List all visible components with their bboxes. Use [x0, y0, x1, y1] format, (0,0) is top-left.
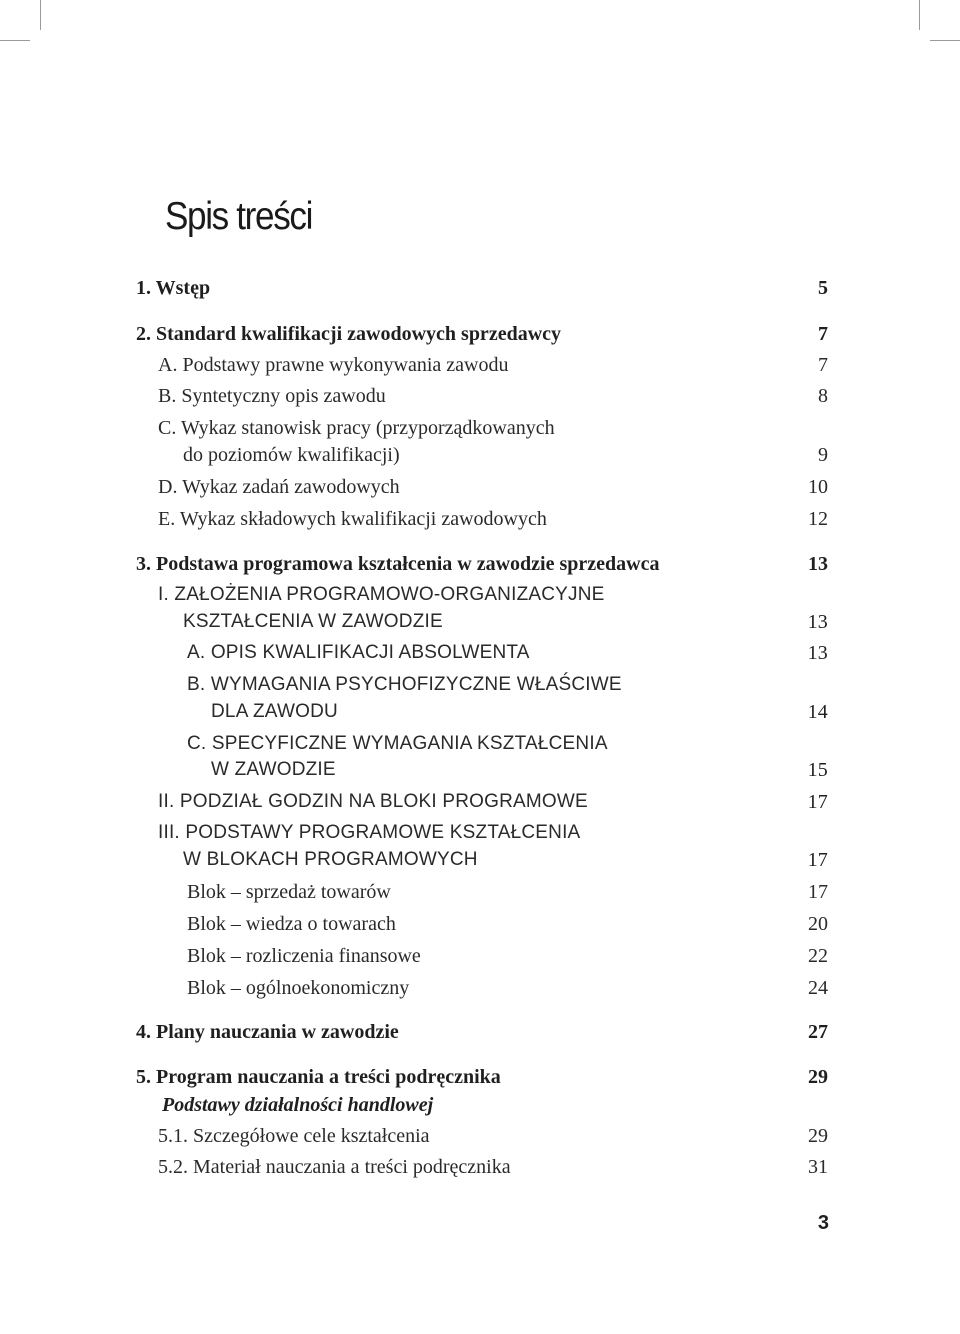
toc-entry-title: Blok – ogólnoekonomiczny: [187, 977, 410, 999]
toc-entry-page: 20: [808, 913, 828, 935]
toc-entry[interactable]: [0, 973, 960, 1003]
toc-entry-page: 29: [808, 1125, 828, 1147]
toc-entry[interactable]: [0, 472, 960, 502]
toc-entry-title: D. Wykaz zadań zawodowych: [158, 476, 400, 498]
toc-entry[interactable]: [0, 413, 960, 443]
toc-entry-page: 9: [818, 444, 828, 466]
crop-mark: [40, 0, 41, 30]
toc-entry-title: Blok – sprzedaż towarów: [187, 881, 391, 903]
toc-entry-title: DLA ZAWODU: [211, 701, 338, 722]
toc-entry-page: 31: [808, 1156, 828, 1178]
toc-entry[interactable]: [0, 941, 960, 971]
toc-entry-title: II. PODZIAŁ GODZIN NA BLOKI PROGRAMOWE: [158, 791, 588, 812]
toc-entry[interactable]: [0, 638, 960, 668]
toc-entry-page: 27: [808, 1021, 828, 1043]
toc-entry-title: 2. Standard kwalifikacji zawodowych sprzedawcy: [136, 323, 562, 345]
toc-entry-title: I. ZAŁOŻENIA PROGRAMOWO-ORGANIZACYJNE: [158, 584, 605, 605]
toc-entry-page: 29: [808, 1066, 828, 1088]
toc-entry-page: 8: [818, 385, 828, 407]
toc-entry-page: 17: [807, 849, 828, 871]
toc-entry-page: 22: [808, 945, 828, 967]
toc-entry[interactable]: [0, 787, 960, 817]
toc-entry-page: 13: [807, 642, 828, 664]
toc-entry[interactable]: [0, 909, 960, 939]
toc-entry-title: B. WYMAGANIA PSYCHOFIZYCZNE WŁAŚCIWE: [187, 674, 622, 695]
toc-entry[interactable]: [0, 877, 960, 907]
toc-entry[interactable]: [0, 1152, 960, 1182]
toc-entry-title: C. Wykaz stanowisk pracy (przyporządkowanych: [158, 417, 555, 439]
toc-entry-title: 1. Wstęp: [136, 277, 211, 299]
toc-entry[interactable]: [0, 549, 960, 579]
toc-entry[interactable]: [0, 607, 960, 637]
toc-entry[interactable]: [0, 1017, 960, 1047]
page-title: Spis treści: [165, 195, 313, 238]
toc-entry[interactable]: [0, 1090, 960, 1120]
toc-entry[interactable]: [0, 1121, 960, 1151]
toc-entry-page: 12: [808, 508, 828, 530]
toc-entry-title: Blok – rozliczenia finansowe: [187, 945, 421, 967]
toc-entry-page: 13: [808, 553, 828, 575]
crop-mark: [0, 40, 30, 41]
crop-mark: [930, 40, 960, 41]
toc-entry[interactable]: [0, 319, 960, 349]
toc-entry-title: 5.1. Szczegółowe cele kształcenia: [158, 1125, 430, 1147]
crop-mark: [919, 0, 920, 30]
toc-entry-title: Blok – wiedza o towarach: [187, 913, 396, 935]
toc-entry-page: 17: [807, 791, 828, 813]
toc-entry-page: 15: [807, 759, 828, 781]
toc-entry-title: 5. Program nauczania a treści podręcznika: [136, 1066, 501, 1088]
toc-entry[interactable]: [0, 504, 960, 534]
toc-entry-title: W BLOKACH PROGRAMOWYCH: [183, 849, 478, 870]
toc-entry[interactable]: [0, 818, 960, 848]
toc-entry[interactable]: [0, 697, 960, 727]
toc-entry[interactable]: [0, 273, 960, 303]
toc-entry-title: KSZTAŁCENIA W ZAWODZIE: [183, 611, 443, 632]
toc-entry-page: 10: [808, 476, 828, 498]
toc-entry-page: 7: [818, 354, 828, 376]
toc-entry-title: A. Podstawy prawne wykonywania zawodu: [158, 354, 509, 376]
toc-entry-title: 4. Plany nauczania w zawodzie: [136, 1021, 399, 1043]
toc-entry-title: III. PODSTAWY PROGRAMOWE KSZTAŁCENIA: [158, 822, 581, 843]
toc-entry-page: 24: [808, 977, 828, 999]
toc-entry[interactable]: [0, 670, 960, 700]
toc-entry[interactable]: [0, 440, 960, 470]
toc-entry-title: B. Syntetyczny opis zawodu: [158, 385, 386, 407]
toc-entry-title: do poziomów kwalifikacji): [183, 444, 400, 466]
toc-entry-page: 17: [808, 881, 828, 903]
page-number: 3: [817, 1212, 829, 1234]
toc-entry-page: 5: [818, 277, 828, 299]
toc-entry-title: 5.2. Materiał nauczania a treści podręcznika: [158, 1156, 511, 1178]
toc-entry[interactable]: [0, 1062, 960, 1092]
toc-entry[interactable]: [0, 350, 960, 380]
toc-entry-title: W ZAWODZIE: [211, 759, 336, 780]
toc-entry[interactable]: [0, 381, 960, 411]
toc-entry-title: E. Wykaz składowych kwalifikacji zawodowych: [158, 508, 547, 530]
toc-entry-title: 3. Podstawa programowa kształcenia w zawodzie sprzedawca: [136, 553, 660, 575]
toc-entry[interactable]: [0, 845, 960, 875]
toc-entry-page: 13: [807, 611, 828, 633]
toc-entry-page: 14: [807, 701, 828, 723]
toc-entry[interactable]: [0, 580, 960, 610]
toc-entry[interactable]: [0, 755, 960, 785]
toc-entry-page: 7: [818, 323, 828, 345]
toc-entry-title: Podstawy działalności handlowej: [162, 1094, 434, 1116]
toc-entry-title: C. SPECYFICZNE WYMAGANIA KSZTAŁCENIA: [187, 733, 608, 754]
toc-entry-title: A. OPIS KWALIFIKACJI ABSOLWENTA: [187, 642, 530, 663]
